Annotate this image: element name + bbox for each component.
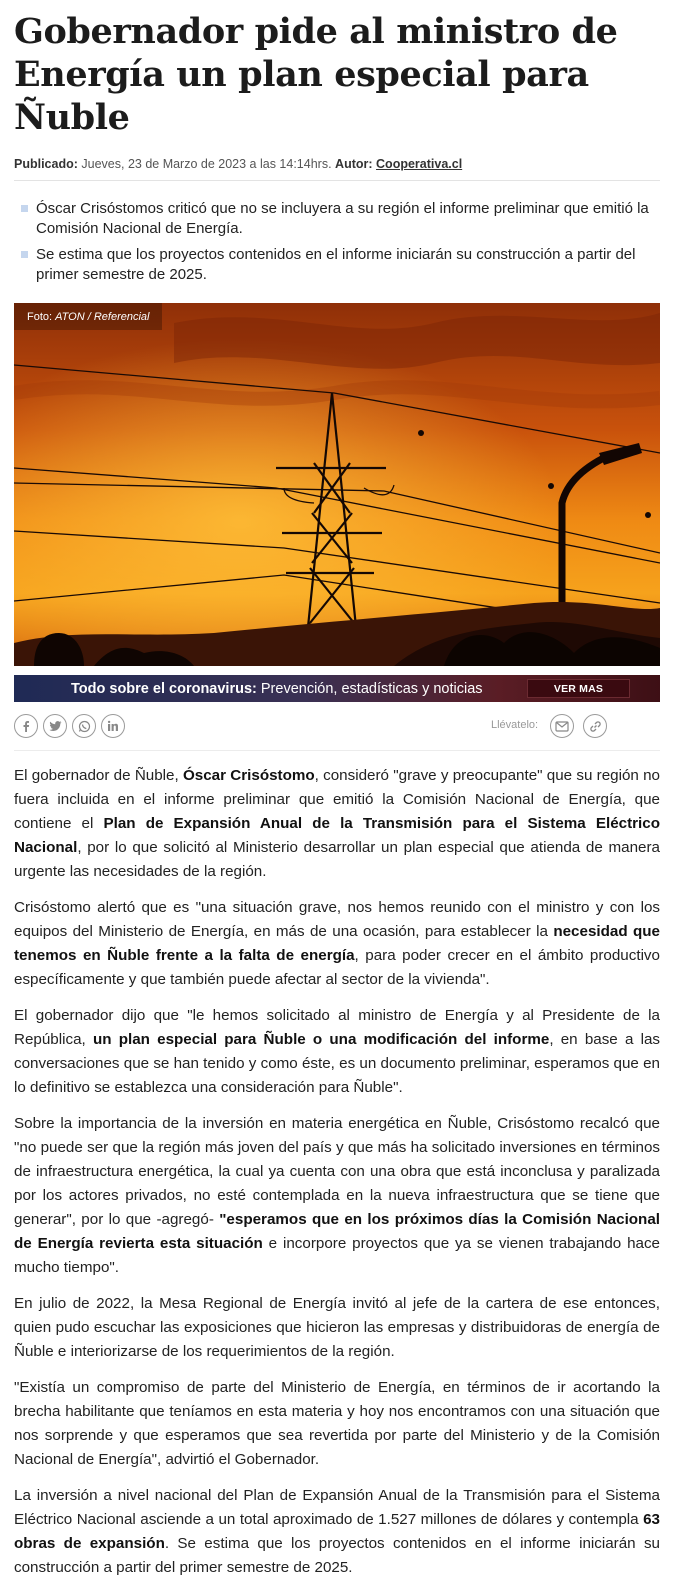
banner-bold: Todo sobre el coronavirus: [71, 680, 257, 697]
twitter-icon[interactable] [43, 714, 67, 738]
article-paragraph [14, 764, 660, 884]
paragraph-text: , consideró "grave y preocupante" que su región no fuera incluida en el informe preliminar que emitió la Comisión Nacional de Energía, que contiene el [14, 767, 660, 832]
paragraph-text: , para poder crecer en el ámbito productivo específicamente y que también puede afectar al sector de la vivienda". [14, 947, 660, 988]
article-paragraph [14, 896, 660, 992]
summary-bullets [14, 199, 660, 285]
paragraph-text: e incorpore proyectos que ya se vienen trabajando hace mucho tiempo". [14, 1235, 661, 1276]
article-title: Gobernador pide al ministro de Energía un plan especial para Ñuble [14, 11, 618, 138]
summary-bullet: Óscar Crisóstomos criticó que no se incluyera a su región el informe preliminar que emitió la Comisión Nacional de Energía. [14, 199, 660, 239]
bold-text: 63 obras de expansión [14, 1511, 660, 1552]
published-date: Jueves, 23 de Marzo de 2023 a las 14:14hrs. [81, 157, 332, 171]
link-icon[interactable] [583, 714, 607, 738]
author-link[interactable]: Cooperativa.cl [376, 157, 463, 171]
paragraph-text: En julio de 2022, la Mesa Regional de Energía invitó al jefe de la cartera de ese entonces, quien pudo escuchar las exposiciones que hicieron las empresas y distribuidoras de energía de Ñuble e interiorizarse de los requerimientos de la región. [14, 1295, 660, 1360]
paragraph-text: El gobernador de Ñuble, [14, 767, 183, 784]
article-paragraph [14, 1484, 660, 1580]
paragraph-text: "Existía un compromiso de parte del Ministerio de Energía, en términos de ir acortando la brecha habilitante que teníamos en esta materia y hoy nos encontramos con una situación que nos sorprende y que esperamos que sea revertida por parte del Ministerio y de la Comisión Nacional de Energía", advirtió el Gobernador. [14, 1379, 660, 1468]
lead-photo [14, 303, 660, 666]
facebook-icon[interactable] [14, 714, 38, 738]
paragraph-text: El gobernador dijo que "le hemos solicitado al ministro de Energía y al Presidente de la República, [14, 1007, 660, 1048]
banner-rest: Prevención, estadísticas y noticias [256, 680, 483, 697]
share-bar [14, 702, 660, 751]
paragraph-text: Sobre la importancia de la inversión en materia energética en Ñuble, Crisóstomo recalcó que "no puede ser que la región más joven del país y que más ha solicitado inversiones en términos de infraestructura energética, la cual ya cuenta con una obra que está inconclusa y paralizada por los actores privados, no esté contemplada en la nueva infraestructura que se tiene que generar", por lo que -agregó- [14, 1115, 660, 1228]
paragraph-text: . Se estima que los proyectos contenidos en el informe iniciarán su construcción a partir del primer semestre de 2025. [14, 1535, 660, 1576]
whatsapp-icon[interactable] [72, 714, 96, 738]
take-label: Llévatelo: [491, 719, 539, 731]
sunset-power-tower-image [14, 303, 660, 666]
photo-credit-source: ATON / Referencial [55, 311, 150, 323]
article-paragraph [14, 1004, 660, 1100]
photo-credit [14, 303, 162, 330]
article-paragraph [14, 1112, 660, 1280]
article-meta [14, 157, 660, 181]
paragraph-text: Crisóstomo alertó que es "una situación grave, nos hemos reunido con el ministro y con los equipos del Ministerio de Energía, en más de una ocasión, para establecer la [14, 899, 660, 940]
linkedin-icon[interactable] [101, 714, 125, 738]
paragraph-text: , por lo que solicitó al Ministerio desarrollar un plan especial que atienda de manera urgente las necesidades de la región. [14, 839, 660, 880]
paragraph-text: , en base a las conversaciones que se han tenido y como éste, es un documento preliminar, esperamos que en lo definitivo se establezca una consideración para Ñuble". [14, 1031, 660, 1096]
photo-credit-label: Foto: [27, 311, 53, 323]
article-body [14, 751, 660, 1580]
coronavirus-banner[interactable] [14, 675, 660, 702]
banner-text [71, 681, 483, 697]
published-label: Publicado: [14, 157, 78, 171]
bold-text: Óscar Crisóstomo [182, 767, 315, 784]
bold-text: necesidad que tenemos en Ñuble frente a la falta de energía [14, 923, 660, 964]
ver-mas-button[interactable]: VER MAS [527, 679, 630, 698]
summary-bullet: Se estima que los proyectos contenidos en el informe iniciarán su construcción a partir del primer semestre de 2025. [14, 245, 660, 285]
bold-text: Plan de Expansión Anual de la Transmisión para el Sistema Eléctrico Nacional [14, 815, 660, 856]
article-paragraph [14, 1292, 660, 1364]
bold-text: "esperamos que en los próximos días la Comisión Nacional de Energía revierta esta situación [14, 1211, 661, 1252]
email-icon[interactable] [550, 714, 574, 738]
article-paragraph [14, 1376, 660, 1472]
paragraph-text: La inversión a nivel nacional del Plan de Expansión Anual de la Transmisión para el Sistema Eléctrico Nacional asciende a un total aproximado de 1.527 millones de dólares y contempla [14, 1487, 660, 1528]
author-label: Autor: [335, 157, 373, 171]
bold-text: un plan especial para Ñuble o una modificación del informe [92, 1031, 550, 1048]
